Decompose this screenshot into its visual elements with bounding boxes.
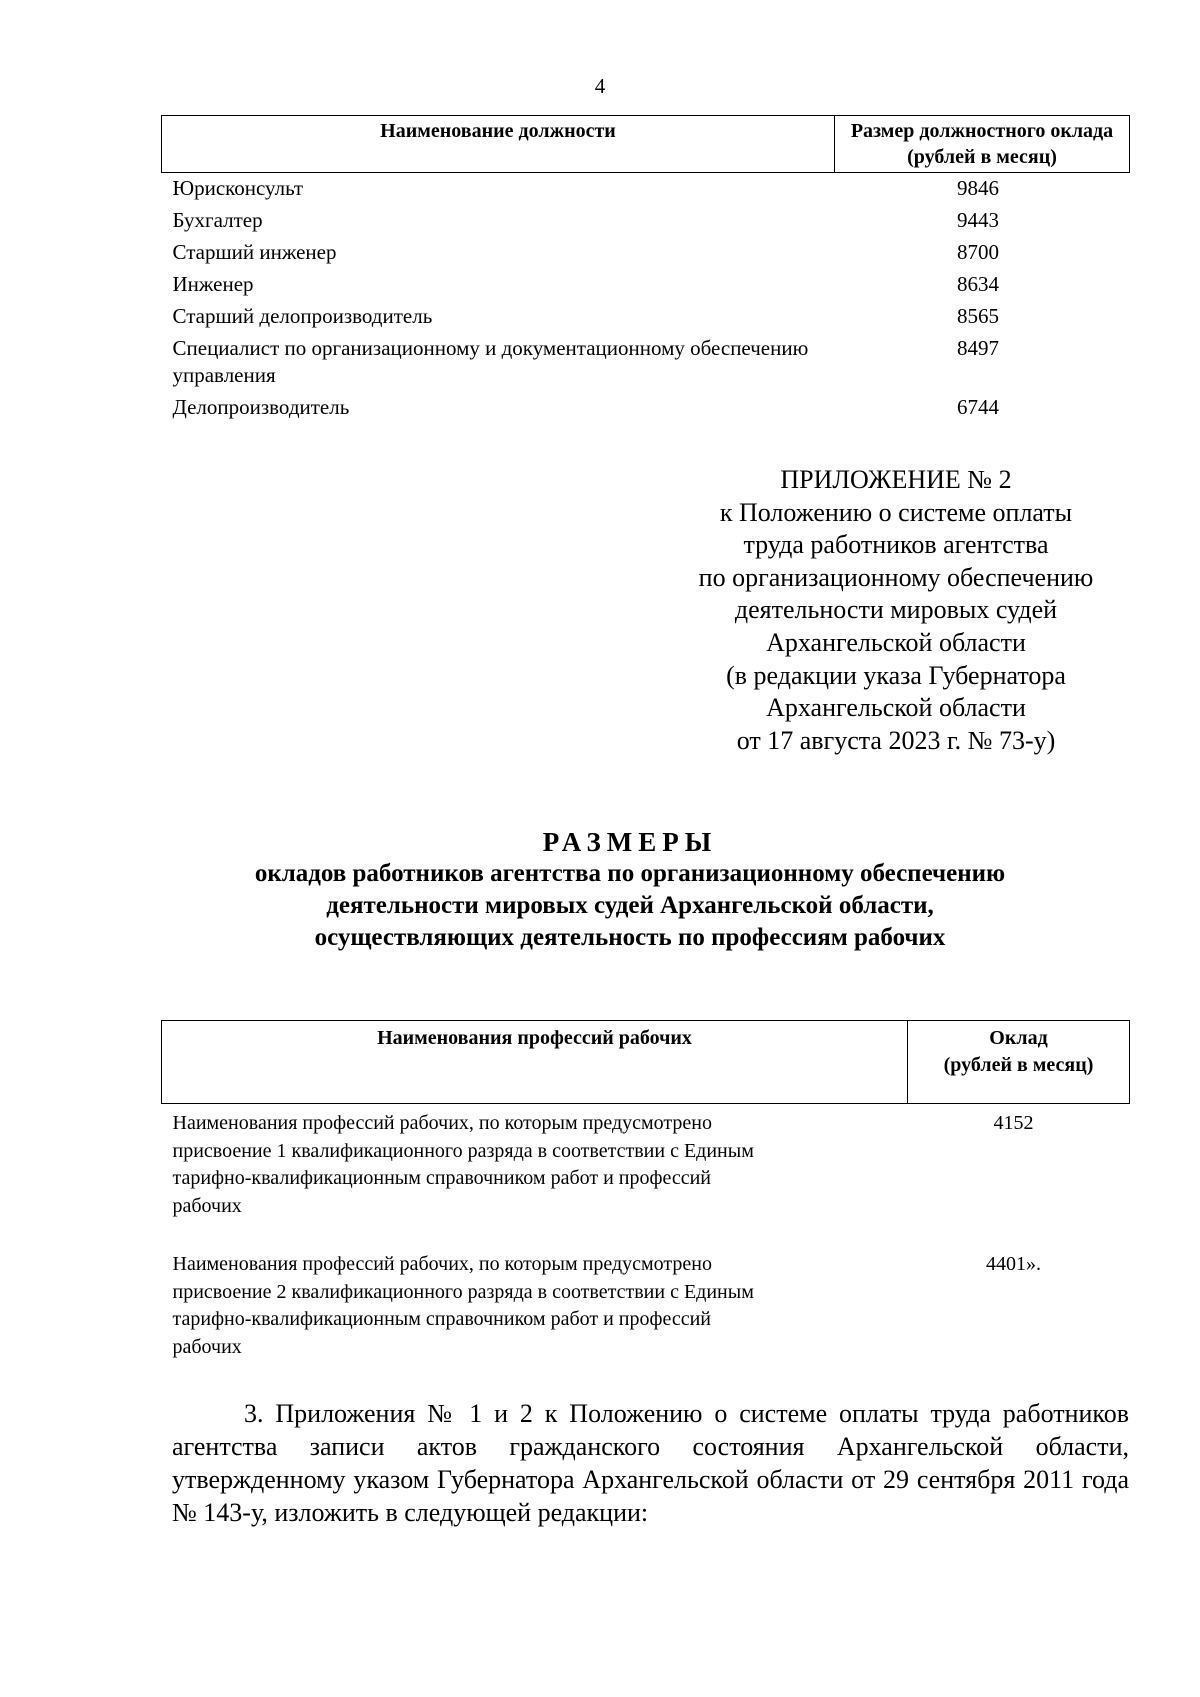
heading-line: деятельности мировых судей Архангельской области, xyxy=(326,892,934,919)
appendix-line: деятельности мировых судей xyxy=(734,595,1058,625)
appendix-line: (в редакции указа Губернатора xyxy=(726,660,1066,690)
description-line: присвоение 1 квалификационного разряда в соответствии с Единым xyxy=(172,1139,754,1162)
position-name: Юрисконсульт xyxy=(172,176,304,200)
position-salary: 8565 xyxy=(957,304,999,328)
header-salary-line: (рублей в месяц) xyxy=(943,1054,1094,1076)
profession-description xyxy=(162,1104,908,1246)
position-salary: 9846 xyxy=(957,176,999,200)
profession-salary: 4152 xyxy=(993,1112,1034,1134)
header-salary-line: Оклад xyxy=(989,1027,1048,1049)
positions-table-header xyxy=(162,116,1130,173)
workers-table xyxy=(161,1020,1130,1386)
description-line: Наименования профессий рабочих, по которым предусмотрено xyxy=(172,1112,712,1134)
heading-line: осуществляющих деятельность по профессиям рабочих xyxy=(314,924,946,951)
appendix-line: Архангельской области xyxy=(766,693,1026,723)
position-name: Старший инженер xyxy=(172,240,337,264)
profession-description xyxy=(162,1245,908,1386)
header-salary xyxy=(908,1021,1130,1104)
table-row xyxy=(162,237,1130,269)
position-name: Инженер xyxy=(172,272,254,296)
position-salary: 8700 xyxy=(957,240,999,264)
appendix-line: труда работников агентства xyxy=(743,530,1049,560)
appendix-line: по организационному обеспечению xyxy=(698,562,1094,592)
table-row xyxy=(162,392,1130,424)
table-row xyxy=(162,1245,1130,1386)
header-salary-size: Размер должностного оклада (рублей в месяц) xyxy=(835,116,1130,173)
position-name: Старший делопроизводитель xyxy=(172,304,433,328)
workers-table-header xyxy=(162,1021,1130,1104)
table-row xyxy=(162,301,1130,333)
position-name: Бухгалтер xyxy=(172,208,263,232)
heading-title: РАЗМЕРЫ xyxy=(542,827,718,857)
position-salary: 6744 xyxy=(957,395,999,419)
position-salary: 8634 xyxy=(957,272,999,296)
page-number: 4 xyxy=(594,74,606,98)
section-heading xyxy=(130,826,1130,954)
position-salary: 8497 xyxy=(957,336,999,360)
profession-salary: 4401». xyxy=(986,1253,1041,1275)
header-position-name: Наименование должности xyxy=(162,116,835,173)
description-line: тарифно-квалификационным справочником работ и профессий xyxy=(172,1308,711,1330)
description-line: рабочих xyxy=(172,1335,242,1358)
description-line: рабочих xyxy=(172,1194,242,1217)
appendix-block xyxy=(661,464,1131,757)
position-name: Делопроизводитель xyxy=(172,395,350,419)
table-row xyxy=(162,205,1130,237)
appendix-line: к Положению о системе оплаты xyxy=(719,497,1073,527)
table-row xyxy=(162,333,1130,392)
position-salary: 9443 xyxy=(957,208,999,232)
body-paragraph: 3. Приложения № 1 и 2 к Положению о системе оплаты труда работников агентства записи актов гражданского состояния Архангельской области, утвержденному указом Губернатора Архангельской области от 29 сентября 2011 года № 143-у, изложить в следующей редакции: xyxy=(172,1399,1129,1527)
table-row xyxy=(162,173,1130,206)
positions-table xyxy=(161,115,1130,424)
heading-line: окладов работников агентства по организационному обеспечению xyxy=(254,860,1006,887)
appendix-line: от 17 августа 2023 г. № 73-у) xyxy=(736,725,1056,755)
description-line: присвоение 2 квалификационного разряда в соответствии с Единым xyxy=(172,1280,754,1303)
header-profession-name: Наименования профессий рабочих xyxy=(162,1021,908,1104)
appendix-title: ПРИЛОЖЕНИЕ № 2 xyxy=(780,465,1012,494)
description-line: тарифно-квалификационным справочником работ и профессий xyxy=(172,1167,711,1189)
position-name: Специалист по организационному и документационному обеспечению управления xyxy=(172,336,809,387)
appendix-line: Архангельской области xyxy=(766,627,1026,657)
table-row xyxy=(162,269,1130,301)
table-row xyxy=(162,1104,1130,1246)
description-line: Наименования профессий рабочих, по которым предусмотрено xyxy=(172,1253,712,1275)
